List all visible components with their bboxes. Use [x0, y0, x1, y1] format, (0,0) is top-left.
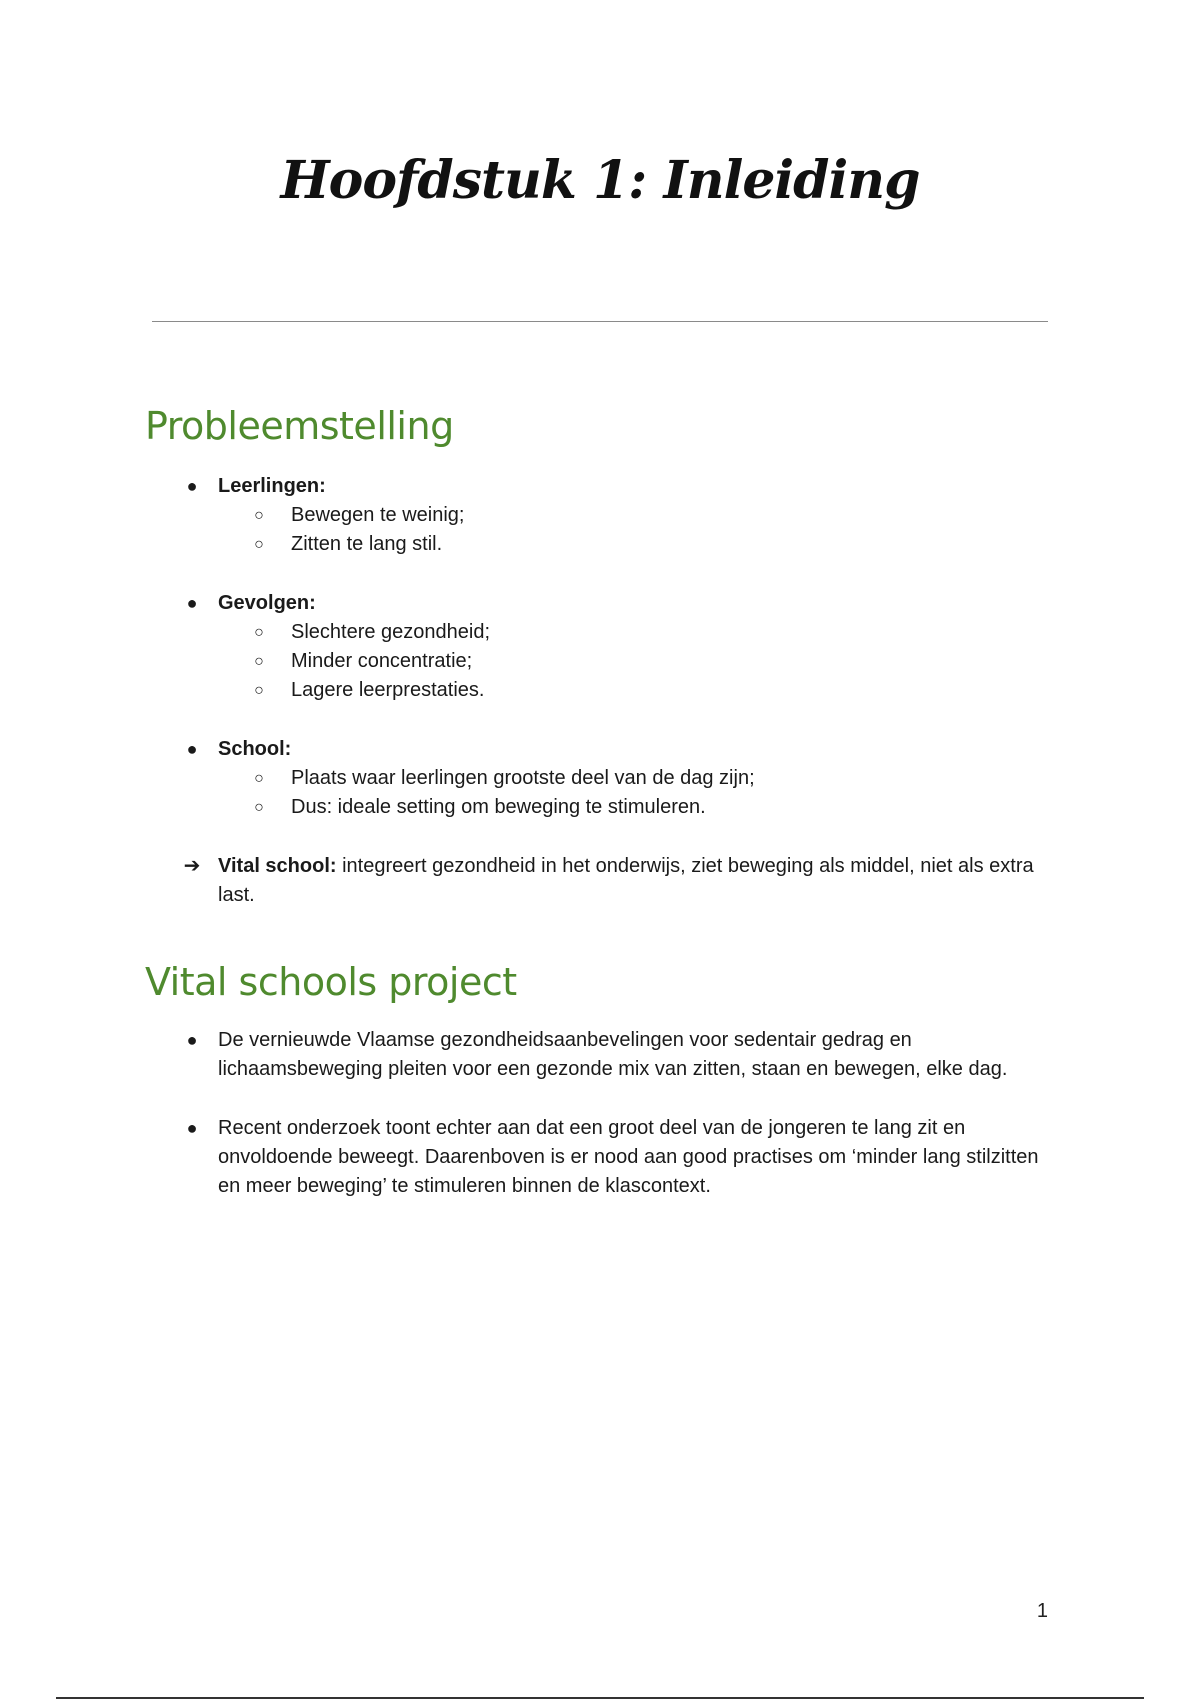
paragraph-item: [145, 1114, 1055, 1201]
group-label: Gevolgen:: [218, 592, 316, 614]
paragraph-text: Recent onderzoek toont echter aan dat een groot deel van de jongeren te lang zit en onvoldoende beweegt. Daarenboven is er nood aan good practises om ‘minder lang stilzitten en meer beweging’ te stimuleren binnen de klascontext.: [218, 1117, 1039, 1197]
sub-list: [218, 764, 1055, 822]
circle-bullet-icon: ○: [254, 653, 264, 670]
sub-list-item: ○ Dus: ideale setting om beweging te stimuleren.: [218, 793, 1055, 822]
section-probleemstelling: [145, 404, 1055, 910]
paragraph-item: [145, 1026, 1055, 1084]
bullet-icon: ●: [186, 1030, 198, 1050]
circle-bullet-icon: ○: [254, 536, 264, 553]
conclusion-item: [145, 852, 1055, 910]
section-heading-vital-schools: Vital schools project: [145, 960, 517, 1004]
bullet-icon: ●: [186, 739, 198, 759]
spacer: [145, 705, 1055, 735]
section-heading-probleemstelling: Probleemstelling: [145, 404, 454, 448]
group-label: School:: [218, 738, 292, 760]
circle-bullet-icon: ○: [254, 682, 264, 699]
chapter-title: Hoofdstuk 1: Inleiding: [280, 150, 920, 211]
circle-bullet-icon: ○: [254, 624, 264, 641]
conclusion-text: integreert gezondheid in het onderwijs, ziet beweging als middel, niet als extra last.: [218, 855, 1034, 906]
bullet-icon: ●: [186, 593, 198, 613]
spacer: [145, 822, 1055, 852]
spacer: [145, 1084, 1055, 1114]
bullet-icon: ●: [186, 476, 198, 496]
probleemstelling-list: [145, 472, 1055, 910]
paragraph-text: De vernieuwde Vlaamse gezondheidsaanbevelingen voor sedentair gedrag en lichaamsbeweging pleiten voor een gezonde mix van zitten, staan en bewegen, elke dag.: [218, 1029, 1008, 1080]
sub-list: [218, 501, 1055, 559]
group-label: Leerlingen:: [218, 475, 326, 497]
list-item-leerlingen: [145, 472, 1055, 559]
circle-bullet-icon: ○: [254, 799, 264, 816]
page-number: 1: [1036, 1600, 1048, 1622]
list-item-school: [145, 735, 1055, 822]
sub-list-item: ○ Bewegen te weinig;: [218, 501, 1055, 530]
page-bottom-divider: [56, 1697, 1144, 1699]
circle-bullet-icon: ○: [254, 770, 264, 787]
sub-list: [218, 618, 1055, 705]
sub-list-item: ○ Plaats waar leerlingen grootste deel van de dag zijn;: [218, 764, 1055, 793]
spacer: [145, 559, 1055, 589]
list-item-gevolgen: [145, 589, 1055, 705]
sub-list-item: ○ Lagere leerprestaties.: [218, 676, 1055, 705]
sub-list-item: ○ Minder concentratie;: [218, 647, 1055, 676]
arrow-right-icon: ➔: [183, 855, 201, 877]
sub-list-item: ○ Zitten te lang stil.: [218, 530, 1055, 559]
section-vital-schools: [145, 960, 1055, 1201]
vital-schools-list: [145, 1026, 1055, 1201]
conclusion-term: Vital school:: [218, 855, 337, 877]
bullet-icon: ●: [186, 1118, 198, 1138]
circle-bullet-icon: ○: [254, 507, 264, 524]
title-divider: [152, 321, 1048, 322]
sub-list-item: ○ Slechtere gezondheid;: [218, 618, 1055, 647]
